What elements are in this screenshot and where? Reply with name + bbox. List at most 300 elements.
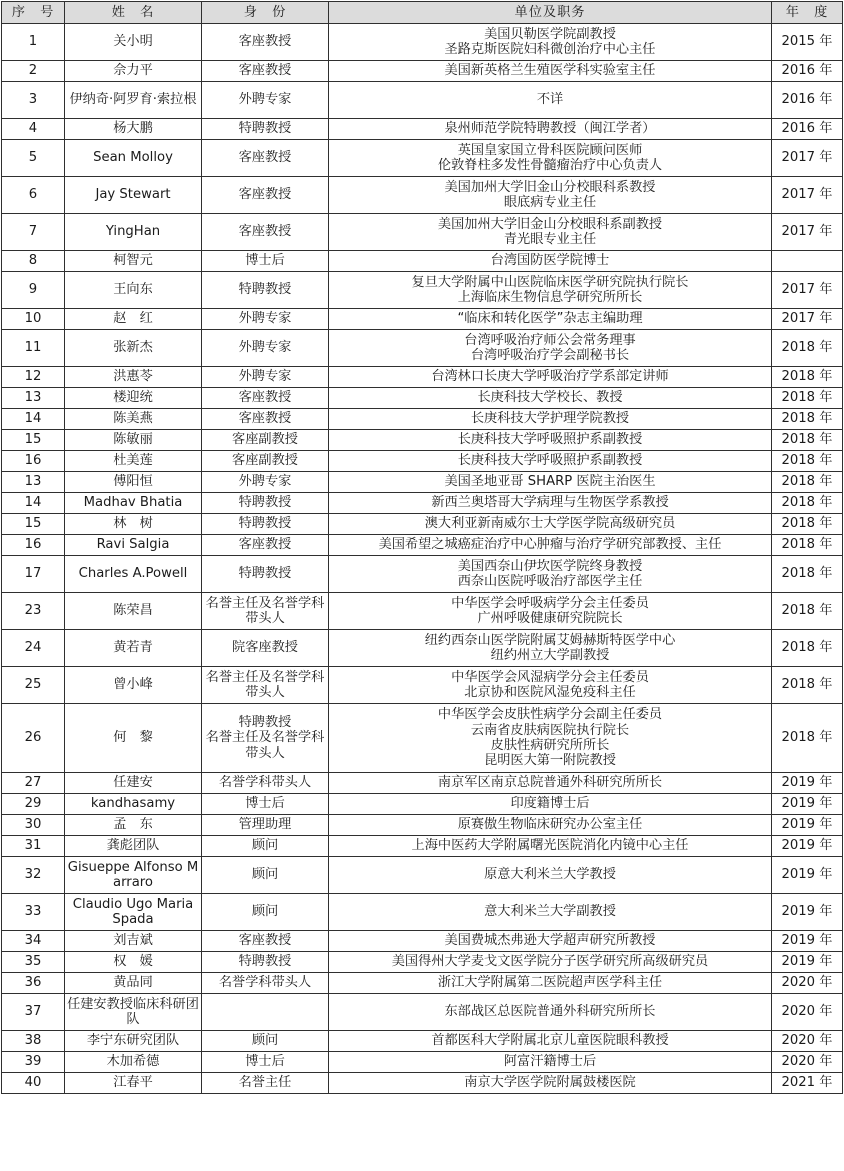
cell-name xyxy=(65,140,202,177)
table-row xyxy=(2,994,843,1031)
cell-org xyxy=(329,388,772,409)
cell-text: 2017 年 xyxy=(781,311,833,327)
table-row xyxy=(2,794,843,815)
cell-year xyxy=(772,973,843,994)
cell-text: 名誉学科带头人 xyxy=(218,775,312,791)
cell-name xyxy=(65,61,202,82)
cell-name xyxy=(65,1031,202,1052)
cell-role xyxy=(202,309,329,330)
cell-year xyxy=(772,630,843,667)
cell-no xyxy=(2,251,65,272)
cell-no xyxy=(2,451,65,472)
cell-text: 顾问 xyxy=(251,867,279,883)
cell-text: 刘吉斌 xyxy=(113,933,153,949)
cell-text: 长庚科技大学护理学院教授 xyxy=(470,411,630,427)
cell-text: 2018 年 xyxy=(781,730,833,746)
cell-role xyxy=(202,177,329,214)
cell-text: 浙江大学附属第二医院超声医学科主任 xyxy=(437,975,663,991)
cell-role xyxy=(202,451,329,472)
cell-text: 名誉主任 xyxy=(238,1075,292,1091)
cell-text: 特聘教授 xyxy=(238,282,292,298)
cell-role xyxy=(202,815,329,836)
cell-org xyxy=(329,857,772,894)
cell-name xyxy=(65,931,202,952)
cell-role xyxy=(202,430,329,451)
cell-text: 16 xyxy=(24,453,42,469)
cell-org xyxy=(329,451,772,472)
cell-year xyxy=(772,556,843,593)
cell-no xyxy=(2,309,65,330)
cell-name xyxy=(65,177,202,214)
cell-text: 张新杰 xyxy=(113,340,153,356)
cell-text: 2 xyxy=(28,63,38,79)
cell-text: 特聘教授 xyxy=(238,495,292,511)
cell-name xyxy=(65,430,202,451)
cell-org xyxy=(329,272,772,309)
cell-text: 傅阳恒 xyxy=(113,474,153,490)
cell-text: 2019 年 xyxy=(781,775,833,791)
cell-org xyxy=(329,556,772,593)
cell-text: 长庚科技大学呼吸照护系副教授 xyxy=(457,453,643,469)
cell-text: Gisueppe Alfonso Marraro xyxy=(67,859,199,890)
cell-text: Madhav Bhatia xyxy=(83,495,183,511)
cell-text: 陈敏丽 xyxy=(113,432,153,448)
cell-name xyxy=(65,514,202,535)
cell-name xyxy=(65,593,202,630)
table-row xyxy=(2,773,843,794)
cell-text: 美国圣地亚哥 SHARP 医院主治医生 xyxy=(444,474,656,490)
cell-text: 2020 年 xyxy=(781,975,833,991)
cell-org xyxy=(329,704,772,773)
cell-year xyxy=(772,1031,843,1052)
cell-year xyxy=(772,836,843,857)
cell-year xyxy=(772,119,843,140)
cell-text: 名誉主任及名誉学科带头人 xyxy=(205,730,325,761)
cell-no xyxy=(2,1052,65,1073)
cell-no xyxy=(2,472,65,493)
cell-text: 2018 年 xyxy=(781,677,833,693)
cell-text: 2018 年 xyxy=(781,474,833,490)
cell-text: 34 xyxy=(24,933,42,949)
cell-text: 外聘专家 xyxy=(238,340,292,356)
cell-org xyxy=(329,973,772,994)
cell-name xyxy=(65,272,202,309)
table-row xyxy=(2,272,843,309)
cell-name xyxy=(65,794,202,815)
cell-text: 上海中医药大学附属曙光医院消化内镜中心主任 xyxy=(411,838,689,854)
cell-name xyxy=(65,409,202,430)
table-row xyxy=(2,593,843,630)
cell-text: 2018 年 xyxy=(781,369,833,385)
cell-text: kandhasamy xyxy=(90,796,176,812)
cell-text: 客座教授 xyxy=(238,224,292,240)
cell-no xyxy=(2,931,65,952)
cell-text: 顾问 xyxy=(251,838,279,854)
cell-no xyxy=(2,556,65,593)
cell-name xyxy=(65,24,202,61)
cell-no xyxy=(2,24,65,61)
cell-text: YingHan xyxy=(105,224,161,240)
cell-text: 2016 年 xyxy=(781,63,833,79)
table-row xyxy=(2,409,843,430)
table-row xyxy=(2,330,843,367)
cell-text: Sean Molloy xyxy=(93,150,173,166)
cell-no xyxy=(2,82,65,119)
cell-year xyxy=(772,177,843,214)
table-row xyxy=(2,535,843,556)
cell-text: 中华医学会皮肤性病学分会副主任委员 xyxy=(437,707,663,723)
cell-text: 江春平 xyxy=(113,1075,153,1091)
cell-no xyxy=(2,593,65,630)
cell-text: 外聘专家 xyxy=(238,474,292,490)
cell-text: 2017 年 xyxy=(781,282,833,298)
cell-org xyxy=(329,367,772,388)
cell-org xyxy=(329,24,772,61)
cell-year xyxy=(772,330,843,367)
cell-no xyxy=(2,61,65,82)
cell-text: Claudio Ugo Maria Spada xyxy=(72,896,194,927)
table-row xyxy=(2,1073,843,1094)
cell-no xyxy=(2,952,65,973)
cell-year xyxy=(772,952,843,973)
cell-name xyxy=(65,451,202,472)
cell-text: 2019 年 xyxy=(781,954,833,970)
cell-name xyxy=(65,952,202,973)
cell-text: 英国皇家国立骨科医院顾问医师 xyxy=(457,142,643,158)
cell-text: 33 xyxy=(24,904,42,920)
table-row xyxy=(2,1052,843,1073)
cell-text: 林 树 xyxy=(113,516,153,532)
cell-text: 名誉学科带头人 xyxy=(218,975,312,991)
cell-text: 西奈山医院呼吸治疗部医学主任 xyxy=(457,574,643,589)
cell-text: 杜美莲 xyxy=(113,453,153,469)
cell-name xyxy=(65,472,202,493)
cell-year xyxy=(772,894,843,931)
cell-text: 14 xyxy=(24,495,42,511)
cell-text: 1 xyxy=(28,34,38,50)
cell-text: 客座教授 xyxy=(238,390,292,406)
table-row xyxy=(2,556,843,593)
cell-text: 2019 年 xyxy=(781,838,833,854)
table-row xyxy=(2,388,843,409)
table-row xyxy=(2,952,843,973)
header-row xyxy=(2,2,843,24)
cell-role xyxy=(202,272,329,309)
cell-text: 长庚科技大学校长、教授 xyxy=(477,390,623,406)
cell-name xyxy=(65,1052,202,1073)
cell-org xyxy=(329,931,772,952)
cell-text: 南京大学医学院附属鼓楼医院 xyxy=(464,1075,636,1091)
table-row xyxy=(2,1031,843,1052)
cell-text: 杨大鹏 xyxy=(113,121,153,137)
cell-text: 博士后 xyxy=(245,1054,285,1070)
cell-year xyxy=(772,514,843,535)
table-row xyxy=(2,451,843,472)
table-row xyxy=(2,472,843,493)
cell-no xyxy=(2,514,65,535)
cell-text: 赵 红 xyxy=(113,311,153,327)
cell-text: 2018 年 xyxy=(781,516,833,532)
cell-year xyxy=(772,667,843,704)
cell-text: 2018 年 xyxy=(781,495,833,511)
cell-org xyxy=(329,994,772,1031)
cell-text: 15 xyxy=(24,432,42,448)
cell-text: 客座教授 xyxy=(238,150,292,166)
cell-org xyxy=(329,593,772,630)
cell-year xyxy=(772,82,843,119)
cell-text: 特聘教授 xyxy=(238,954,292,970)
cell-text: 2019 年 xyxy=(781,867,833,883)
cell-text: 8 xyxy=(28,253,38,269)
cell-year xyxy=(772,794,843,815)
cell-org xyxy=(329,1031,772,1052)
cell-text: 澳大利亚新南威尔士大学医学院高级研究员 xyxy=(424,516,676,532)
cell-text: “临床和转化医学”杂志主编助理 xyxy=(457,311,643,327)
table-row xyxy=(2,836,843,857)
cell-text: 伦敦脊柱多发性骨髓瘤治疗中心负责人 xyxy=(437,158,663,173)
cell-text: 2018 年 xyxy=(781,537,833,553)
cell-text: 博士后 xyxy=(245,796,285,812)
cell-text: 29 xyxy=(24,796,42,812)
cell-text: 王向东 xyxy=(113,282,153,298)
cell-text: 美国加州大学旧金山分校眼科系教授 xyxy=(444,179,656,195)
cell-text: 35 xyxy=(24,954,42,970)
cell-text: 2020 年 xyxy=(781,1004,833,1020)
cell-role xyxy=(202,556,329,593)
cell-name xyxy=(65,388,202,409)
cell-year xyxy=(772,493,843,514)
cell-org xyxy=(329,140,772,177)
cell-name xyxy=(65,667,202,704)
cell-role xyxy=(202,1052,329,1073)
cell-text: 中华医学会呼吸病学分会主任委员 xyxy=(451,595,649,611)
cell-text: 2017 年 xyxy=(781,150,833,166)
header-no: 序 号 xyxy=(2,2,65,24)
cell-role xyxy=(202,140,329,177)
cell-text: 伊纳奇·阿罗育·索拉根 xyxy=(69,92,197,108)
cell-text: 客座教授 xyxy=(238,411,292,427)
cell-text: 原赛傲生物临床研究办公室主任 xyxy=(457,817,643,833)
cell-text: 13 xyxy=(24,390,42,406)
cell-text: 黄若青 xyxy=(113,640,153,656)
cell-text: 客座教授 xyxy=(238,933,292,949)
cell-role xyxy=(202,973,329,994)
cell-no xyxy=(2,836,65,857)
cell-text: 30 xyxy=(24,817,42,833)
table-row xyxy=(2,214,843,251)
cell-text: 39 xyxy=(24,1054,42,1070)
cell-text: 14 xyxy=(24,411,42,427)
cell-text: 美国希望之城癌症治疗中心肿瘤与治疗学研究部教授、主任 xyxy=(378,537,722,553)
table-row xyxy=(2,82,843,119)
cell-role xyxy=(202,794,329,815)
cell-role xyxy=(202,214,329,251)
cell-role xyxy=(202,836,329,857)
cell-no xyxy=(2,119,65,140)
cell-role xyxy=(202,535,329,556)
cell-text: 中华医学会风湿病学分会主任委员 xyxy=(451,669,649,685)
cell-no xyxy=(2,973,65,994)
cell-text: 40 xyxy=(24,1075,42,1091)
cell-text: 5 xyxy=(28,150,38,166)
cell-no xyxy=(2,857,65,894)
cell-text: 原意大利米兰大学教授 xyxy=(484,867,616,883)
cell-text: 任建安 xyxy=(113,775,153,791)
cell-text: 外聘专家 xyxy=(238,369,292,385)
cell-text: 北京协和医院风湿免疫科主任 xyxy=(464,685,636,700)
cell-text: 27 xyxy=(24,775,42,791)
cell-org xyxy=(329,630,772,667)
cell-org xyxy=(329,430,772,451)
cell-year xyxy=(772,1052,843,1073)
cell-no xyxy=(2,214,65,251)
cell-text: 台湾林口长庚大学呼吸治疗学系部定讲师 xyxy=(431,369,669,385)
cell-no xyxy=(2,894,65,931)
cell-no xyxy=(2,330,65,367)
cell-text: 客座教授 xyxy=(238,187,292,203)
cell-text: 孟 东 xyxy=(113,817,153,833)
cell-text: 17 xyxy=(24,566,42,582)
cell-year xyxy=(772,367,843,388)
table-row xyxy=(2,514,843,535)
cell-name xyxy=(65,367,202,388)
cell-year xyxy=(772,214,843,251)
table-row xyxy=(2,894,843,931)
cell-role xyxy=(202,330,329,367)
cell-text: 意大利米兰大学副教授 xyxy=(484,904,616,920)
cell-text: 2016 年 xyxy=(781,121,833,137)
cell-org xyxy=(329,61,772,82)
cell-text: 台湾呼吸治疗师公会常务理事 xyxy=(464,332,636,348)
cell-role xyxy=(202,119,329,140)
cell-text: 院客座教授 xyxy=(232,640,298,656)
cell-text: 客座副教授 xyxy=(232,453,298,469)
cell-no xyxy=(2,493,65,514)
cell-text: 2021 年 xyxy=(781,1075,833,1091)
cell-text: 2019 年 xyxy=(781,817,833,833)
cell-org xyxy=(329,493,772,514)
table-row xyxy=(2,24,843,61)
cell-org xyxy=(329,894,772,931)
table-row xyxy=(2,815,843,836)
cell-name xyxy=(65,973,202,994)
cell-role xyxy=(202,409,329,430)
cell-text: 何 黎 xyxy=(113,730,153,746)
cell-name xyxy=(65,1073,202,1094)
cell-no xyxy=(2,994,65,1031)
header-name: 姓 名 xyxy=(65,2,202,24)
cell-no xyxy=(2,1031,65,1052)
cell-name xyxy=(65,630,202,667)
cell-text: 美国费城杰弗逊大学超声研究所教授 xyxy=(444,933,656,949)
cell-text: 2018 年 xyxy=(781,640,833,656)
cell-text: 皮肤性病研究所所长 xyxy=(490,738,610,753)
cell-org xyxy=(329,794,772,815)
cell-text: 顾问 xyxy=(251,1033,279,1049)
cell-text: 客座教授 xyxy=(238,63,292,79)
cell-no xyxy=(2,794,65,815)
cell-name xyxy=(65,857,202,894)
cell-name xyxy=(65,330,202,367)
cell-role xyxy=(202,773,329,794)
cell-year xyxy=(772,815,843,836)
cell-text: 2015 年 xyxy=(781,34,833,50)
cell-year xyxy=(772,409,843,430)
cell-text: 3 xyxy=(28,92,38,108)
cell-text: 7 xyxy=(28,224,38,240)
cell-text: 昆明医大第一附院教授 xyxy=(484,753,616,769)
cell-text: 新西兰奥塔哥大学病理与生物医学系教授 xyxy=(431,495,669,511)
cell-text: 客座教授 xyxy=(238,537,292,553)
cell-org xyxy=(329,309,772,330)
cell-org xyxy=(329,773,772,794)
cell-text: 2019 年 xyxy=(781,796,833,812)
table-row xyxy=(2,857,843,894)
cell-text: 阿富汗籍博士后 xyxy=(503,1054,597,1070)
cell-text: 广州呼吸健康研究院院长 xyxy=(477,611,623,626)
cell-name xyxy=(65,535,202,556)
cell-no xyxy=(2,1073,65,1094)
cell-text: 名誉主任及名誉学科带头人 xyxy=(205,595,325,626)
cell-text: 美国西奈山伊坎医学院终身教授 xyxy=(457,558,643,574)
cell-year xyxy=(772,773,843,794)
cell-no xyxy=(2,773,65,794)
cell-text: 青光眼专业主任 xyxy=(503,232,597,247)
cell-org xyxy=(329,214,772,251)
cell-org xyxy=(329,1073,772,1094)
cell-year xyxy=(772,251,843,272)
cell-text: 楼迎统 xyxy=(113,390,153,406)
cell-text: 2018 年 xyxy=(781,411,833,427)
cell-text: 长庚科技大学呼吸照护系副教授 xyxy=(457,432,643,448)
cell-text: 泉州师范学院特聘教授（闽江学者） xyxy=(444,121,656,137)
cell-text: 2016 年 xyxy=(781,92,833,108)
cell-text: 李宁东研究团队 xyxy=(86,1033,180,1049)
cell-text: 2019 年 xyxy=(781,904,833,920)
cell-text: 权 媛 xyxy=(113,954,153,970)
cell-name xyxy=(65,894,202,931)
cell-text: 复旦大学附属中山医院临床医学研究院执行院长 xyxy=(411,274,689,290)
cell-no xyxy=(2,367,65,388)
cell-text: 云南省皮肤病医院执行院长 xyxy=(470,722,630,738)
table-row xyxy=(2,61,843,82)
cell-year xyxy=(772,857,843,894)
cell-name xyxy=(65,493,202,514)
cell-text: 32 xyxy=(24,867,42,883)
cell-role xyxy=(202,472,329,493)
cell-no xyxy=(2,409,65,430)
cell-text: 黄品同 xyxy=(113,975,153,991)
cell-text: 洪惠苓 xyxy=(113,369,153,385)
cell-year xyxy=(772,61,843,82)
cell-text: 美国新英格兰生殖医学科实验室主任 xyxy=(444,63,656,79)
cell-text: 2018 年 xyxy=(781,453,833,469)
cell-text: 东部战区总医院普通外科研究所所长 xyxy=(444,1004,656,1020)
cell-role xyxy=(202,514,329,535)
cell-text: 24 xyxy=(24,640,42,656)
cell-text: 特聘教授 xyxy=(238,516,292,532)
cell-text: 顾问 xyxy=(251,904,279,920)
cell-year xyxy=(772,388,843,409)
cell-text: 36 xyxy=(24,975,42,991)
cell-text: 13 xyxy=(24,474,42,490)
cell-role xyxy=(202,82,329,119)
cell-org xyxy=(329,836,772,857)
cell-text: 木加希德 xyxy=(106,1054,160,1070)
cell-no xyxy=(2,630,65,667)
cell-text: 2017 年 xyxy=(781,224,833,240)
cell-year xyxy=(772,451,843,472)
